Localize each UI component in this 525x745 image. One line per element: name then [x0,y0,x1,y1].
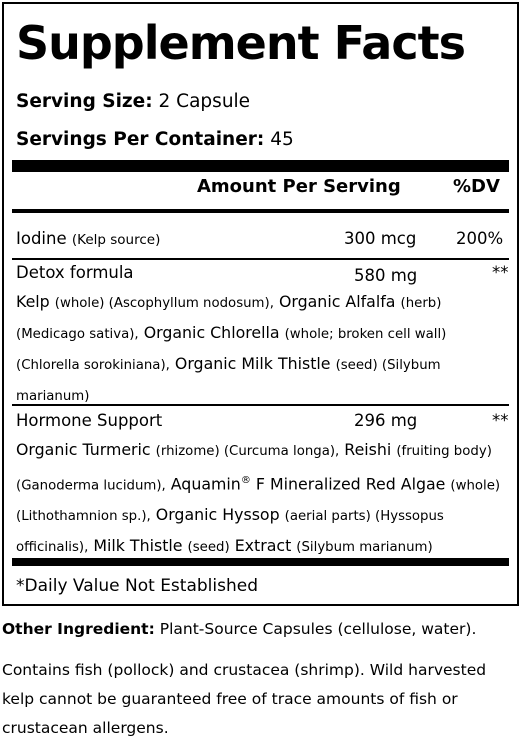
detox-name: Detox formula [16,263,134,282]
ingredient-name: Reishi [344,440,392,459]
servings-per-container-label: Servings Per Container: [16,129,265,150]
ingredient-detail: (seed) (Silybum marianum) [16,358,441,404]
allergen-line: kelp cannot be guaranteed free of trace amounts of fish or [2,690,458,708]
ingredient-detail: (Silybum marianum) [296,540,433,556]
ingredient-name: Aquamin [170,474,241,494]
iodine-dv: 200% [456,229,504,248]
ingredient-name: Organic Hyssop [155,505,280,525]
ingredient-name: Kelp [16,292,50,311]
other-ingredient [2,615,476,643]
hormone-name: Hormone Support [16,411,163,430]
serving-size-value: 2 Capsule [158,91,251,112]
ingredient-detail: (whole) (Ascophyllum nodosum), [54,296,274,311]
serving-size [16,90,250,114]
registered-mark: ® [240,475,251,486]
other-ingredient-value: Plant-Source Capsules (cellulose, water). [159,620,477,638]
ingredient-name: Organic Turmeric [16,440,151,459]
dv-header: %DV [453,176,500,197]
allergen-line: crustacean allergens. [2,719,169,737]
ingredient-detail: (seed) [187,540,230,556]
ingredient-name: Extract [234,536,292,556]
ingredient-name: Milk Thistle [93,536,183,556]
panel-title: Supplement Facts [16,16,465,70]
hormone-ingredients [16,435,507,562]
other-ingredient-label: Other Ingredient: [2,620,155,638]
iodine-label: Iodine [16,229,67,248]
ingredient-detail: (whole) (Lithothamnion sp.), [16,478,501,525]
footnote: *Daily Value Not Established [16,576,258,596]
ingredient-name: Organic Milk Thistle [174,354,331,373]
hormone-dv: ** [492,411,509,430]
detox-ingredients [16,287,507,411]
iodine-source: (Kelp source) [71,232,161,248]
thick-divider [12,558,509,566]
ingredient-detail: (whole; broken cell wall) (Chlorella sorokiniana), [16,327,447,373]
supplement-facts-panel [2,2,519,606]
amount-header: Amount Per Serving [197,176,401,197]
thick-divider [12,160,509,172]
ingredient-name: Organic Chlorella [143,323,280,342]
allergen-line: Contains fish (pollock) and crustacea (shrimp). Wild harvested [2,661,487,679]
hormone-amount: 296 mg [354,411,418,430]
iodine-amount: 300 mcg [344,229,417,248]
ingredient-name: Organic Alfalfa [278,292,396,311]
ingredient-detail: (herb) (Medicago sativa), [16,296,442,342]
ingredient-detail: (rhizome) (Curcuma longa), [155,444,340,459]
row-divider [12,258,509,260]
detox-dv: ** [492,263,509,282]
serving-size-label: Serving Size: [16,91,153,112]
servings-per-container [16,128,294,152]
header-divider [12,209,509,213]
detox-amount: 580 mg [354,266,418,285]
ingredient-name: F Mineralized Red Algae [255,474,446,494]
servings-per-container-value: 45 [270,129,294,150]
iodine-name [16,229,160,250]
ingredient-detail: (fruiting body) (Ganoderma lucidum), [16,444,492,494]
ingredient-detail: (aerial parts) (Hyssopus officinalis), [16,509,444,556]
row-divider [12,404,509,406]
